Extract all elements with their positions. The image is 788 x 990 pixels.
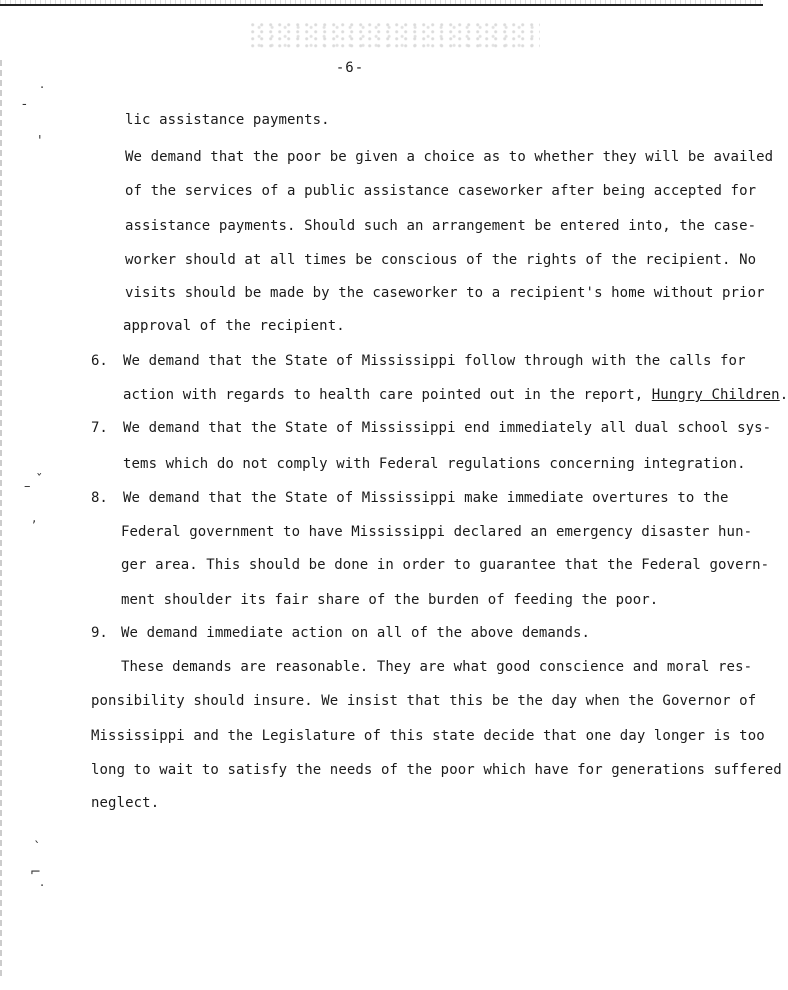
- scan-speck: ‚: [32, 511, 37, 526]
- body-text: action with regards to health care pointed out in the report,: [123, 387, 652, 403]
- page-number: -6-: [335, 60, 365, 76]
- scan-header-noise: [250, 22, 540, 48]
- body-line: lic assistance payments.: [125, 112, 330, 128]
- body-line: These demands are reasonable. They are what good conscience and moral res-: [121, 659, 753, 675]
- scan-speck: –: [24, 479, 31, 494]
- body-line: assistance payments. Should such an arrangement be entered into, the case-: [125, 218, 757, 234]
- report-title: Hungry Children: [651, 387, 780, 403]
- body-line: tems which do not comply with Federal regulations concerning integration.: [123, 456, 746, 472]
- demand-text: We demand that the State of Mississippi end immediately all dual school sys-: [123, 420, 772, 436]
- scan-speck: ‐: [22, 97, 27, 112]
- scan-speck: ˇ: [36, 473, 43, 488]
- scan-speck: ·: [40, 81, 45, 96]
- scan-speck: ': [38, 134, 42, 149]
- demand-number: 7.: [91, 420, 108, 436]
- body-line: We demand that the poor be given a choice as to whether they will be availed: [125, 149, 774, 165]
- body-line: Federal government to have Mississippi declared an emergency disaster hun-: [121, 524, 753, 540]
- demand-number: 8.: [91, 490, 108, 506]
- demand-text: We demand immediate action on all of the above demands.: [121, 625, 591, 641]
- body-line: worker should at all times be conscious of the rights of the recipient. No: [125, 252, 757, 268]
- scan-left-edge: [0, 60, 2, 980]
- demand-number: 9.: [91, 625, 108, 641]
- body-line: of the services of a public assistance caseworker after being accepted for: [125, 183, 757, 199]
- demand-text: We demand that the State of Mississippi make immediate overtures to the: [123, 490, 729, 506]
- body-line: long to wait to satisfy the needs of the poor which have for generations suffered: [91, 762, 782, 778]
- scan-speck: ⌐: [30, 865, 41, 880]
- scan-speck: ˎ: [34, 829, 41, 844]
- body-line: approval of the recipient.: [123, 318, 345, 334]
- demand-text: We demand that the State of Mississippi follow through with the calls for: [123, 353, 746, 369]
- body-line: ment shoulder its fair share of the burden of feeding the poor.: [121, 592, 659, 608]
- body-line: [123, 386, 788, 404]
- body-line: Mississippi and the Legislature of this state decide that one day longer is too: [91, 728, 765, 744]
- body-line: ger area. This should be done in order to guarantee that the Federal govern-: [121, 557, 770, 573]
- body-line: neglect.: [91, 795, 160, 811]
- scan-top-rule: [0, 4, 763, 6]
- scan-speck: .: [40, 875, 45, 890]
- body-line: ponsibility should insure. We insist that this be the day when the Governor of: [91, 693, 757, 709]
- body-line: visits should be made by the caseworker to a recipient's home without prior: [125, 285, 765, 301]
- body-text: .: [779, 387, 788, 403]
- demand-number: 6.: [91, 353, 108, 369]
